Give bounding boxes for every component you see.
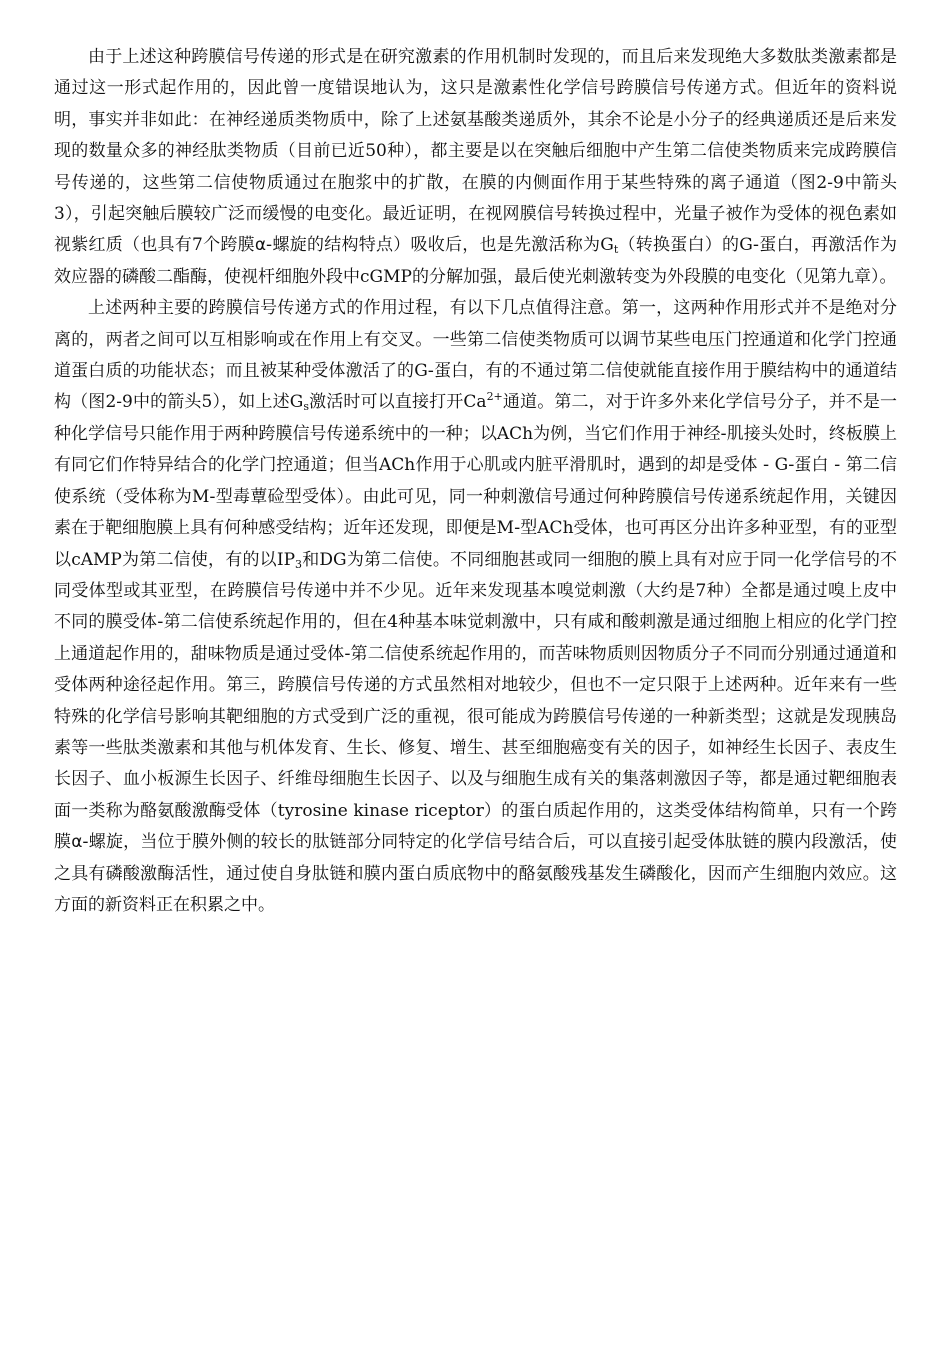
text-run: （转换蛋白）的 [618,235,740,256]
text-run: 和 [302,549,320,570]
text-run: 种）全都是通过嗅上皮中不同的膜受体-第二信使系统起作用的，但在 [54,580,898,633]
latin-text: DG [319,549,347,570]
latin-text: M [496,518,515,539]
latin-text: G [414,361,428,382]
latin-text: cAMP [71,549,122,570]
text-run: 通道。第二，对于许多外来化学信号分子，并不是一种化学信号只能作用于两种跨膜信号传递系统中的一种；以 [54,392,898,444]
latin-text: 50 [365,141,387,162]
latin-text: ACh [496,423,534,444]
text-run: ）的蛋白质起作用的，这类受体结构简单，只有一个跨膜α-螺旋，当位于膜外侧的较长的肽链部分同特定的化学信号结合后，可以直接引起受体肽链的膜内段激活，使之具有磷酸激酶活性，通过使自身肽链和膜内蛋白质底物中的酪氨酸残基发生磷酸化，因而产生细胞内效应。这方面的新资料正在积累之中。 [54,800,898,915]
text-run: -型 [514,518,538,539]
subscript-text: 3 [295,557,303,571]
text-run: 为例，当它们作用于神经-肌接头处时，终板膜上有同它们作特异结合的化学门控通道；但当 [54,423,898,476]
latin-text: ACh [537,518,574,539]
text-run: 受体，也可再区分出许多种亚型，有的亚型以 [54,518,898,570]
latin-text: G [739,235,753,256]
latin-text: M [192,486,210,507]
latin-text: ACh [379,455,416,476]
text-run: 为第二信使，有的以 [121,549,277,570]
latin-text: 7 [695,580,707,601]
subscript-text: t [613,243,619,257]
text-run: -蛋白，再激活作为效应器的磷酸二酯酶，使视杆细胞外段中 [54,235,898,287]
text-run: 中的箭头 [132,392,202,413]
text-run: 中箭头 [843,172,898,193]
paragraph-2 [54,293,897,921]
latin-text: G [774,455,789,476]
text-run: -型毒蕈硷型受体）。由此可见，同一种刺激信号通过何种跨膜信号传递系统起作用，关键因素在于靶细胞膜上具有何种感受结构；近年还发现，即便是 [54,486,898,539]
text-run: -蛋白，有的不通过第二信使就能直接作用于膜结构中的通道结构（图 [54,361,898,413]
latin-text: 3 [54,204,65,225]
text-run: 为第二信使。不同细胞甚或同一细胞的膜上具有对应于同一化学信号的不同受体型或其亚型，在跨膜信号传递中并不少见。近年来发现基本嗅觉刺激（大约是 [54,549,898,601]
text-run: ），如上述 [212,392,290,413]
latin-text: 5 [201,392,213,413]
latin-text: 2-9 [105,392,133,413]
latin-text: 4 [387,612,399,633]
latin-text: G [289,392,304,413]
text-run: 由于上述这种跨膜信号传递的形式是在研究激素的作用机制时发现的，而且后来发现绝大多数肽类激素都是通过这一形式起作用的，因此曾一度错误地认为，这只是激素性化学信号跨膜信号传递方式。但近年的资料说明，事实并非如此：在神经递质类物质中，除了上述氨基酸类递质外，其余不论是小分子的经典递质还是后来发现的数量众多的神经肽类物质（目前已近 [54,47,897,162]
text-run: -蛋白 - 第二信使系统（受体称为 [54,455,897,507]
text-run: 的分解加强，最后使光刺激转变为外段膜的电变化（见第九章）。 [411,266,897,287]
latin-text: G [600,235,614,256]
subscript-text: s [303,400,309,414]
latin-text: cGMP [360,266,412,287]
paragraph-1 [54,42,897,293]
text-run: 个跨膜α-螺旋的结构特点）吸收后，也是先激活称为 [202,235,601,256]
text-run: ），引起突触后膜较广泛而缓慢的电变化。最近证明，在视网膜信号转换过程中，光量子被作为受体的视色素如视紫红质（也具有 [54,204,897,256]
latin-text: IP [276,549,296,570]
text-run: 种），都主要是以在突触后细胞中产生第二信使类物质来完成跨膜信号传递的，这些第二信使物质通过在胞浆中的扩散，在膜的内侧面作用于某些特殊的离子通道（图 [54,141,898,193]
latin-text: 2-9 [816,172,844,193]
text-run: 上述两种主要的跨膜信号传递方式的作用过程，有以下几点值得注意。第一，这两种作用形式并不是绝对分离的，两者之间可以互相影响或在作用上有交叉。一些第二信使类物质可以调节某些电压门控通道和化学门控通道蛋白质的功能状态；而且被某种受体激活了的 [54,298,897,382]
latin-text: tyrosine kinase riceptor [277,800,484,821]
text-run: 种基本味觉刺激中，只有咸和酸刺激是通过细胞上相应的化学门控上通道起作用的，甜味物质是通过受体-第二信使系统起作用的，而苦味物质则因物质分子不同而分别通过通道和受体两种途径起作用。第三，跨膜信号传递的方式虽然相对地较少，但也不一定只限于上述两种。近年来有一些特殊的化学信号影响其靶细胞的方式受到广泛的重视，很可能成为跨膜信号传递的一种新类型；这就是发现胰岛素等一些肽类激素和其他与机体发育、生长、修复、增生、甚至细胞癌变有关的因子，如神经生长因子、表皮生长因子、血小板源生长因子、纤维母细胞生长因子、以及与细胞生成有关的集落刺激因子等，都是通过靶细胞表面一类称为酪氨酸激酶受体（ [54,612,897,821]
document-page [54,42,897,921]
latin-text: 7 [192,235,203,256]
superscript-text: 2+ [486,390,503,404]
text-run: 作用于心肌或内脏平滑肌时，遇到的却是受体 - [415,455,775,476]
latin-text: Ca [463,392,487,413]
text-run: 激活时可以直接打开 [308,392,464,413]
